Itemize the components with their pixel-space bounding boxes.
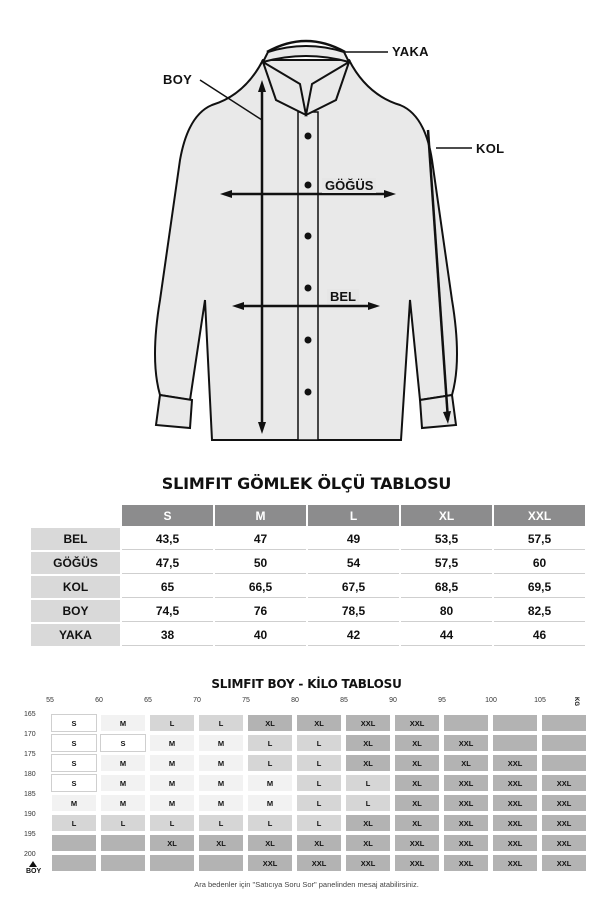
grid-cell: XXL bbox=[345, 714, 391, 732]
table-cell: 57,5 bbox=[401, 552, 492, 574]
weight-axis bbox=[46, 697, 590, 711]
grid-cell: XL bbox=[345, 834, 391, 852]
grid-cell: XL bbox=[247, 714, 293, 732]
grid-cell: XXL bbox=[296, 854, 342, 872]
grid-cell: M bbox=[100, 714, 146, 732]
grid-cell: S bbox=[51, 734, 97, 752]
table-cell: 44 bbox=[401, 624, 492, 646]
grid-cell bbox=[51, 854, 97, 872]
grid-cell: M bbox=[247, 774, 293, 792]
grid-cell: XXL bbox=[443, 834, 489, 852]
table-cell: 47 bbox=[215, 528, 306, 550]
grid-cell: L bbox=[296, 794, 342, 812]
height-tick: 165 bbox=[24, 711, 36, 718]
table-cell: 54 bbox=[308, 552, 399, 574]
grid-cell bbox=[541, 714, 587, 732]
grid-cell: M bbox=[149, 774, 195, 792]
row-head: KOL bbox=[31, 576, 120, 598]
height-tick: 180 bbox=[24, 771, 36, 778]
grid-cell: XXL bbox=[492, 774, 538, 792]
grid-cell: M bbox=[149, 754, 195, 772]
grid-cell: XXL bbox=[492, 814, 538, 832]
weight-tick: 100 bbox=[485, 697, 497, 704]
grid-cell: XL bbox=[296, 714, 342, 732]
grid-cell: XXL bbox=[541, 774, 587, 792]
row-head: BOY bbox=[31, 600, 120, 622]
measure-table-header bbox=[31, 505, 585, 526]
table-cell: 49 bbox=[308, 528, 399, 550]
grid-cell: L bbox=[198, 814, 244, 832]
grid-cell: L bbox=[247, 734, 293, 752]
grid-cell bbox=[541, 754, 587, 772]
grid-cell: L bbox=[247, 814, 293, 832]
grid-cell: L bbox=[247, 754, 293, 772]
grid-cell: S bbox=[51, 774, 97, 792]
table-cell: 76 bbox=[215, 600, 306, 622]
bel-label: BEL bbox=[327, 289, 359, 304]
table-cell: 60 bbox=[494, 552, 585, 574]
grid-cell: L bbox=[296, 754, 342, 772]
height-tick: 200 bbox=[24, 851, 36, 858]
col-head-xl: XL bbox=[401, 505, 492, 526]
row-head: GÖĞÜS bbox=[31, 552, 120, 574]
table-cell: 53,5 bbox=[401, 528, 492, 550]
grid-cell: S bbox=[100, 734, 146, 752]
row-head: BEL bbox=[31, 528, 120, 550]
weight-tick: 75 bbox=[242, 697, 250, 704]
height-tick: 170 bbox=[24, 731, 36, 738]
grid-cell: XXL bbox=[443, 734, 489, 752]
grid-cell bbox=[149, 854, 195, 872]
table-cell: 78,5 bbox=[308, 600, 399, 622]
weight-tick: 65 bbox=[144, 697, 152, 704]
table-row bbox=[31, 624, 585, 646]
height-tick: 195 bbox=[24, 831, 36, 838]
table-cell: 80 bbox=[401, 600, 492, 622]
boy-label: BOY bbox=[163, 72, 193, 87]
grid-cell: M bbox=[100, 754, 146, 772]
grid-cell: XL bbox=[394, 754, 440, 772]
grid-cell: XL bbox=[394, 774, 440, 792]
grid-cell: XL bbox=[296, 834, 342, 852]
grid-cell: M bbox=[198, 794, 244, 812]
grid-cell bbox=[492, 734, 538, 752]
grid-cell: XXL bbox=[394, 714, 440, 732]
grid-cell: L bbox=[296, 774, 342, 792]
grid-cell: L bbox=[345, 774, 391, 792]
table-cell: 69,5 bbox=[494, 576, 585, 598]
grid-cell: XL bbox=[394, 814, 440, 832]
grid-cell: XXL bbox=[345, 854, 391, 872]
grid-cell: XXL bbox=[443, 794, 489, 812]
grid-cell: S bbox=[51, 754, 97, 772]
grid-cell bbox=[492, 714, 538, 732]
grid-cell: M bbox=[149, 734, 195, 752]
grid-cell: XL bbox=[443, 754, 489, 772]
grid-cell: L bbox=[296, 814, 342, 832]
footnote: Ara bedenler için "Satıcıya Soru Sor" panelinden mesaj atabilirsiniz. bbox=[194, 880, 419, 889]
grid-cell: XXL bbox=[541, 814, 587, 832]
grid-cell: M bbox=[198, 734, 244, 752]
weight-unit-label: KG bbox=[573, 697, 579, 706]
table-cell: 57,5 bbox=[494, 528, 585, 550]
grid-cell: M bbox=[100, 794, 146, 812]
grid-cell: XXL bbox=[443, 854, 489, 872]
col-head-s: S bbox=[122, 505, 213, 526]
table-row bbox=[31, 576, 585, 598]
grid-cell: XXL bbox=[492, 854, 538, 872]
height-tick: 185 bbox=[24, 791, 36, 798]
grid-cell bbox=[51, 834, 97, 852]
grid-cell bbox=[100, 834, 146, 852]
grid-cell: XXL bbox=[443, 774, 489, 792]
grid-cell: M bbox=[149, 794, 195, 812]
grid-cell: XXL bbox=[247, 854, 293, 872]
grid-cell: XXL bbox=[394, 834, 440, 852]
grid-cell: XXL bbox=[443, 814, 489, 832]
grid-cell: L bbox=[100, 814, 146, 832]
weight-tick: 105 bbox=[534, 697, 546, 704]
height-unit-arrow-icon bbox=[29, 861, 37, 867]
table-cell: 47,5 bbox=[122, 552, 213, 574]
grid-cell bbox=[443, 714, 489, 732]
grid-cell: XXL bbox=[394, 854, 440, 872]
col-head-m: M bbox=[215, 505, 306, 526]
measure-table bbox=[29, 503, 587, 648]
row-head: YAKA bbox=[31, 624, 120, 646]
weight-tick: 85 bbox=[340, 697, 348, 704]
gogus-label: GÖĞÜS bbox=[322, 178, 376, 193]
table-cell: 65 bbox=[122, 576, 213, 598]
measure-table-title: SLIMFIT GÖMLEK ÖLÇÜ TABLOSU bbox=[161, 474, 452, 493]
grid-cell: XL bbox=[394, 734, 440, 752]
grid-cell: XXL bbox=[541, 854, 587, 872]
grid-cell: XXL bbox=[541, 794, 587, 812]
grid-cell: XXL bbox=[492, 754, 538, 772]
table-cell: 42 bbox=[308, 624, 399, 646]
grid-cell: L bbox=[51, 814, 97, 832]
grid-cell bbox=[100, 854, 146, 872]
yaka-label: YAKA bbox=[392, 44, 429, 59]
weight-tick: 80 bbox=[291, 697, 299, 704]
table-row bbox=[31, 600, 585, 622]
grid-cell: XXL bbox=[541, 834, 587, 852]
grid-cell bbox=[198, 854, 244, 872]
grid-cell: S bbox=[51, 714, 97, 732]
table-cell: 43,5 bbox=[122, 528, 213, 550]
grid-cell: XL bbox=[149, 834, 195, 852]
grid-cell: M bbox=[100, 774, 146, 792]
table-cell: 67,5 bbox=[308, 576, 399, 598]
grid-cell: M bbox=[198, 774, 244, 792]
height-unit-label: BOY bbox=[26, 868, 42, 875]
grid-cell: L bbox=[296, 734, 342, 752]
grid-cell: XL bbox=[394, 794, 440, 812]
grid-cell: L bbox=[149, 814, 195, 832]
grid-cell: L bbox=[198, 714, 244, 732]
boy-kilo-title: SLIMFIT BOY - KİLO TABLOSU bbox=[211, 677, 402, 691]
grid-cell: M bbox=[198, 754, 244, 772]
grid-cell bbox=[541, 734, 587, 752]
weight-tick: 60 bbox=[95, 697, 103, 704]
table-corner bbox=[31, 505, 120, 526]
grid-cell: M bbox=[247, 794, 293, 812]
grid-cell: M bbox=[51, 794, 97, 812]
table-cell: 50 bbox=[215, 552, 306, 574]
weight-tick: 70 bbox=[193, 697, 201, 704]
grid-cell: L bbox=[345, 794, 391, 812]
weight-tick: 95 bbox=[438, 697, 446, 704]
table-cell: 68,5 bbox=[401, 576, 492, 598]
grid-cell: XXL bbox=[492, 834, 538, 852]
grid-cell: XL bbox=[198, 834, 244, 852]
table-cell: 40 bbox=[215, 624, 306, 646]
col-head-xxl: XXL bbox=[494, 505, 585, 526]
table-cell: 82,5 bbox=[494, 600, 585, 622]
left-cuff bbox=[156, 395, 192, 428]
height-tick: 175 bbox=[24, 751, 36, 758]
grid-cell: XXL bbox=[492, 794, 538, 812]
table-cell: 74,5 bbox=[122, 600, 213, 622]
table-cell: 38 bbox=[122, 624, 213, 646]
grid-cell: XL bbox=[345, 734, 391, 752]
grid-cell: XL bbox=[247, 834, 293, 852]
col-head-l: L bbox=[308, 505, 399, 526]
height-tick: 190 bbox=[24, 811, 36, 818]
kol-label: KOL bbox=[476, 141, 505, 156]
table-row bbox=[31, 528, 585, 550]
weight-tick: 55 bbox=[46, 697, 54, 704]
grid-cell: L bbox=[149, 714, 195, 732]
table-row bbox=[31, 552, 585, 574]
table-cell: 66,5 bbox=[215, 576, 306, 598]
grid-cell: XL bbox=[345, 754, 391, 772]
table-cell: 46 bbox=[494, 624, 585, 646]
weight-tick: 90 bbox=[389, 697, 397, 704]
grid-cell: XL bbox=[345, 814, 391, 832]
